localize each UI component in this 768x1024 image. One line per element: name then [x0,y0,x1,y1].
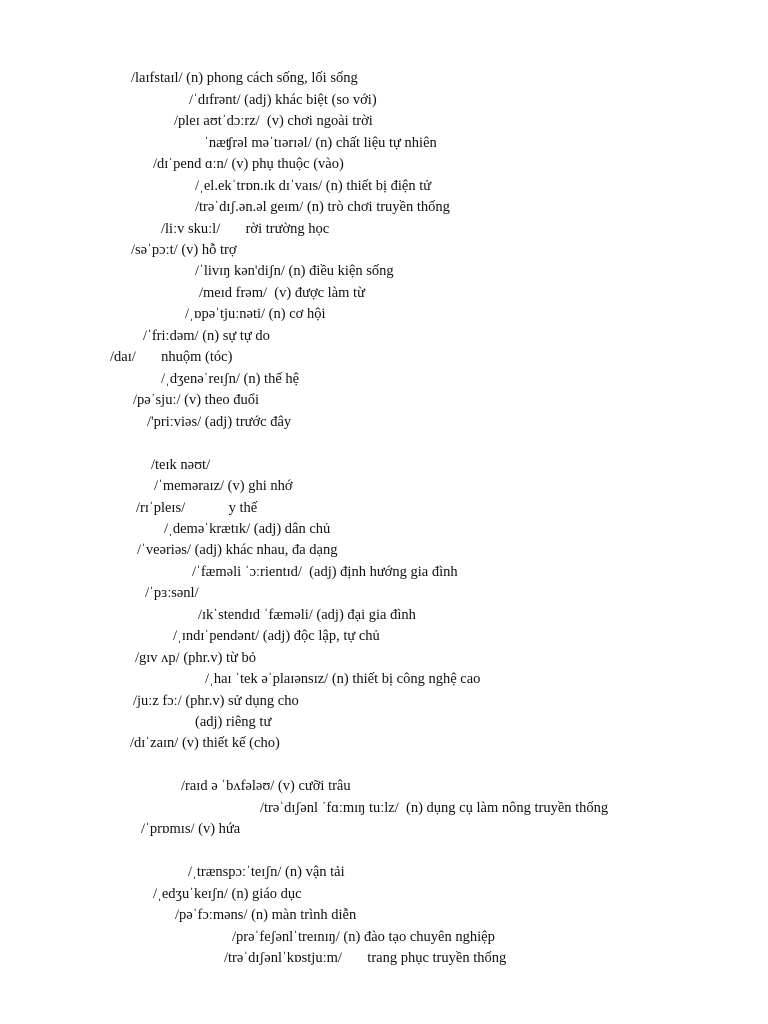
vocab-line: /ˈdɪfrənt/ (adj) khác biệt (so với) [189,92,377,108]
vocab-line: (adj) riêng tư [195,714,272,730]
vocab-line: /gɪv ʌp/ (phr.v) từ bỏ [135,650,257,666]
vocab-line: /ˌhaɪ ˈtek əˈplaɪənsɪz/ (n) thiết bị công nghệ cao [205,671,481,687]
vocab-line: /daɪ/ nhuộm (tóc) [110,349,233,365]
vocab-line: /ˌedʒuˈkeɪʃn/ (n) giáo dục [153,886,302,902]
vocab-line: /laɪfstaɪl/ (n) phong cách sống, lối sống [131,70,358,86]
vocab-line: /ˌɪndɪˈpendənt/ (adj) độc lập, tự chủ [173,628,380,644]
vocab-line: /pleɪ aʊtˈdɔːrz/ (v) chơi ngoài trời [174,113,373,129]
vocab-line: /ˈfæməli ˈɔːrientɪd/ (adj) định hướng gia đình [192,564,458,580]
vocab-line: /dɪˈpend ɑːn/ (v) phụ thuộc (vào) [153,156,344,172]
vocab-line: /meɪd frəm/ (v) được làm từ [199,285,365,301]
vocab-line: /raɪd ə ˈbʌfələʊ/ (v) cưỡi trâu [181,778,351,794]
vocab-line: /ˈlivɪŋ kən'diʃn/ (n) điều kiện sống [195,263,394,279]
vocab-line: /ˈpɜːsənl/ [145,585,199,601]
vocab-line: /liːv skuːl/ rời trường học [161,221,330,237]
vocab-line: /'priːviəs/ (adj) trước đây [147,414,292,430]
vocab-line: /ˈmeməraɪz/ (v) ghi nhớ [154,478,293,494]
vocab-line: /trəˈdɪʃənl ˈfɑːmɪŋ tuːlz/ (n) dụng cụ làm nông truyền thống [260,800,609,816]
vocab-line: /səˈpɔːt/ (v) hỗ trợ [131,242,237,258]
vocab-line: /pəˈfɔːməns/ (n) màn trình diễn [175,907,357,923]
vocab-line: /ˌdeməˈkrætɪk/ (adj) dân chủ [164,521,331,537]
vocab-line: /prəˈfeʃənlˈtreɪnɪŋ/ (n) đào tạo chuyên nghiệp [232,929,495,945]
vocab-line: /rɪˈpleɪs/ y thế [136,500,258,516]
vocab-line: /ˌel.ekˈtrɒn.ɪk dɪˈvaɪs/ (n) thiết bị điện tử [195,178,432,194]
vocab-line: /ˈfriːdəm/ (n) sự tự do [143,328,270,344]
vocab-line: /trəˈdɪʃ.ən.əl geɪm/ (n) trò chơi truyền thống [195,199,450,215]
vocab-line: /ˈprɒmɪs/ (v) hứa [141,821,241,837]
vocab-line: /teɪk nəʊt/ [151,457,211,473]
vocab-line: /trəˈdɪʃənlˈkɒstjuːm/ trang phục truyền thống [224,950,507,966]
vocab-line: /juːz fɔː/ (phr.v) sử dụng cho [133,693,299,709]
vocab-line: /ˈveəriəs/ (adj) khác nhau, đa dạng [137,542,338,558]
vocab-line: /pəˈsjuː/ (v) theo đuổi [133,392,260,408]
vocab-line: /ˌdʒenəˈreɪʃn/ (n) thế hệ [161,371,300,387]
vocab-line: /ˌtrænspɔːˈteɪʃn/ (n) vận tải [188,864,345,880]
vocab-line: ˈnæʧrəl məˈtɪərɪəl/ (n) chất liệu tự nhiên [204,135,437,151]
vocab-line: /ɪkˈstendɪd ˈfæməli/ (adj) đại gia đình [198,607,416,623]
vocab-line: /dɪˈzaɪn/ (v) thiết kế (cho) [130,735,280,751]
vocab-line: /ˌɒpəˈtjuːnəti/ (n) cơ hội [185,306,326,322]
